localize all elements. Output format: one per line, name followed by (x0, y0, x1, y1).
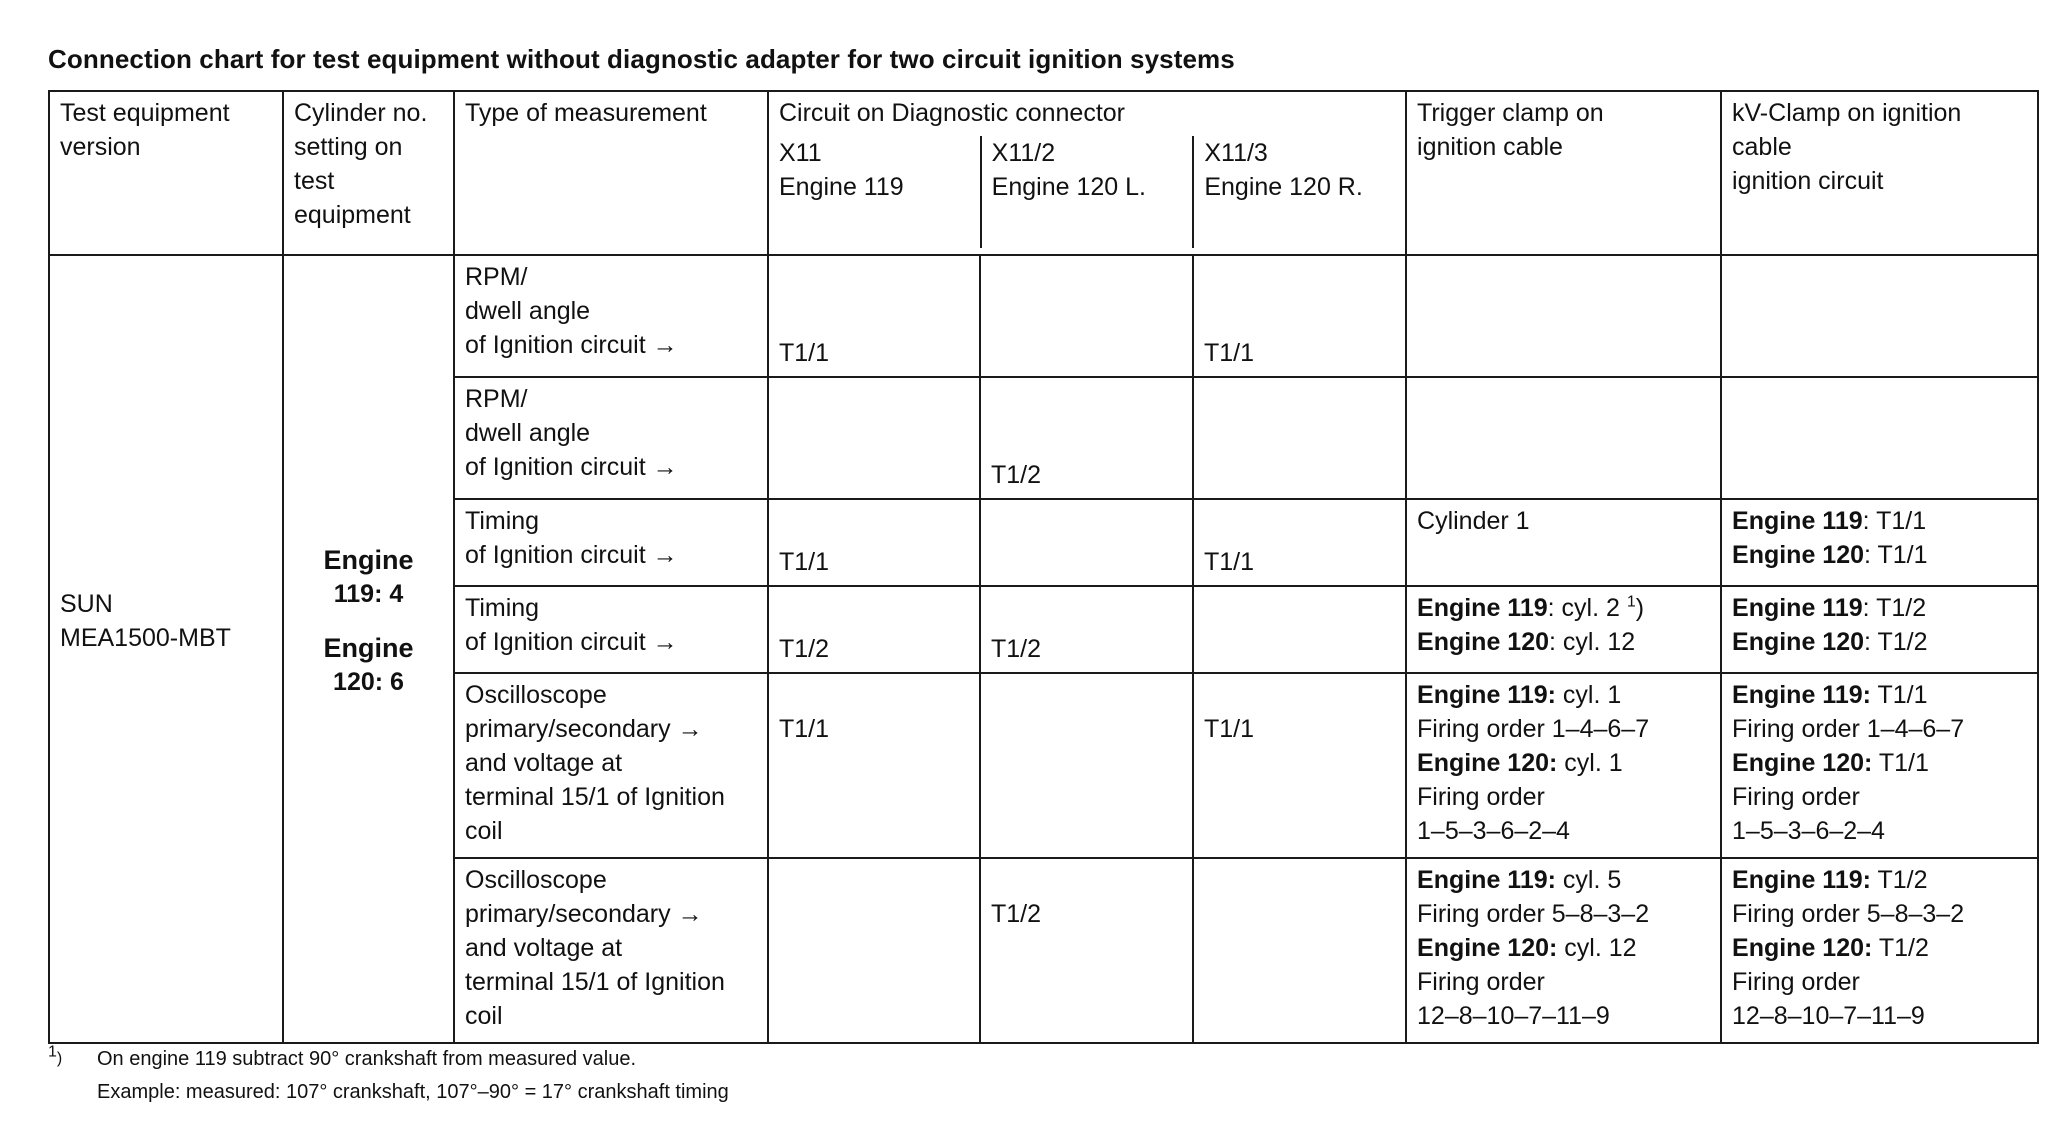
trigger-line: Engine 119: cyl. 5 (1417, 866, 1622, 894)
measurement-cell: Oscilloscope primary/secondary → and voltage at terminal 15/1 of Ignition coil (454, 673, 768, 858)
header-x11: X11 Engine 119 (779, 139, 904, 201)
x11-cell: T1/1 (768, 499, 980, 586)
kv-line: Firing order (1732, 968, 1860, 996)
trigger-line: Engine 120: cyl. 12 (1417, 628, 1636, 656)
x11-2-cell (980, 255, 1193, 377)
x11-2-cell: T1/2 (980, 858, 1193, 1043)
trigger-line: 1–5–3–6–2–4 (1417, 817, 1570, 845)
kv-line: Engine 120: T1/1 (1732, 749, 1929, 777)
kv-line: Engine 119: T1/2 (1732, 594, 1927, 622)
x11-2-cell (980, 673, 1193, 858)
cylinder-119-value: 119: 4 (333, 580, 404, 608)
trigger-line: Firing order 1–4–6–7 (1417, 715, 1650, 743)
trigger-line: Engine 120: cyl. 12 (1417, 934, 1637, 962)
kv-cell (1721, 858, 2038, 1043)
kv-cell (1721, 255, 2038, 377)
cylinder-setting-cell: Engine 119: 4 Engine 120: 6 (283, 255, 454, 1043)
trigger-line: Firing order (1417, 783, 1545, 811)
x11-3-cell: T1/1 (1193, 673, 1406, 858)
header-x11-3: X11/3 Engine 120 R. (1192, 136, 1405, 248)
table-row (49, 255, 2038, 377)
kv-line: 12–8–10–7–11–9 (1732, 1002, 1925, 1030)
footnote-line-2: Example: measured: 107° crankshaft, 107°–90° = 17° crankshaft timing (97, 1081, 729, 1103)
x11-3-cell (1193, 377, 1406, 499)
kv-cell (1721, 673, 2038, 858)
x11-2-cell: T1/2 (980, 586, 1193, 673)
measurement-cell: RPM/ dwell angle of Ignition circuit → (454, 377, 768, 499)
trigger-line: Engine 119: cyl. 1 (1417, 681, 1622, 709)
kv-line: Engine 120: T1/1 (1732, 541, 1928, 569)
x11-cell: T1/2 (768, 586, 980, 673)
trigger-cell (1406, 858, 1721, 1043)
x11-3-cell: T1/1 (1193, 255, 1406, 377)
x11-3-cell (1193, 858, 1406, 1043)
header-circuit: Circuit on Diagnostic connector X11 Engine 119 X11/2 Engine 120 L. X11/3 Engine 120 R. (768, 91, 1406, 255)
x11-cell (768, 858, 980, 1043)
trigger-line: Engine 119: cyl. 2 $^1$) (1417, 593, 1645, 622)
kv-line: 1–5–3–6–2–4 (1732, 817, 1885, 845)
trigger-cell (1406, 586, 1721, 673)
header-cylinder-setting: Cylinder no. setting on test equipment (283, 91, 454, 255)
kv-line: Engine 120: T1/2 (1732, 934, 1929, 962)
x11-3-cell (1193, 586, 1406, 673)
kv-cell (1721, 377, 2038, 499)
measurement-cell: Oscilloscope primary/secondary → and voltage at terminal 15/1 of Ignition coil (454, 858, 768, 1043)
trigger-line: Firing order (1417, 968, 1545, 996)
kv-line: Engine 119: T1/2 (1732, 866, 1928, 894)
header-kv-clamp: kV-Clamp on ignition cable ignition circuit (1721, 91, 2038, 255)
trigger-line: Firing order 5–8–3–2 (1417, 900, 1650, 928)
equipment-cell: SUN MEA1500-MBT (49, 255, 283, 1043)
header-test-equipment: Test equipment version (49, 91, 283, 255)
header-trigger-clamp: Trigger clamp on ignition cable (1406, 91, 1721, 255)
measurement-cell: Timing of Ignition circuit → (454, 499, 768, 586)
header-x11-2: X11/2 Engine 120 L. (980, 136, 1193, 248)
header-row (49, 91, 2038, 255)
x11-cell: T1/1 (768, 673, 980, 858)
trigger-cell (1406, 673, 1721, 858)
connection-chart-table (48, 90, 2039, 1044)
trigger-cell (1406, 377, 1721, 499)
trigger-line: 12–8–10–7–11–9 (1417, 1002, 1610, 1030)
footnote-line-1: $^1$) On engine 119 subtract 90° crankshaft from measured value. (48, 1045, 636, 1073)
trigger-line: Engine 120: cyl. 1 (1417, 749, 1623, 777)
x11-cell (768, 377, 980, 499)
header-measurement: Type of measurement (454, 91, 768, 255)
footnote-mark: $^1$) (48, 1043, 63, 1067)
kv-line: Engine 119: T1/1 (1732, 681, 1928, 709)
kv-line: Firing order (1732, 783, 1860, 811)
measurement-cell: RPM/ dwell angle of Ignition circuit → (454, 255, 768, 377)
trigger-cell (1406, 255, 1721, 377)
kv-line: Firing order 1–4–6–7 (1732, 715, 1965, 743)
x11-2-cell (980, 499, 1193, 586)
chart-title: Connection chart for test equipment without diagnostic adapter for two circuit ignition systems (48, 44, 1235, 74)
trigger-cell: Cylinder 1 (1406, 499, 1721, 586)
x11-2-cell: T1/2 (980, 377, 1193, 499)
kv-cell (1721, 586, 2038, 673)
x11-cell: T1/1 (768, 255, 980, 377)
kv-cell (1721, 499, 2038, 586)
cylinder-120-value: 120: 6 (333, 668, 404, 696)
header-circuit-subcolumns (769, 130, 1405, 248)
measurement-cell: Timing of Ignition circuit → (454, 586, 768, 673)
kv-line: Firing order 5–8–3–2 (1732, 900, 1965, 928)
x11-3-cell: T1/1 (1193, 499, 1406, 586)
kv-line: Engine 119: T1/1 (1732, 507, 1927, 535)
kv-line: Engine 120: T1/2 (1732, 628, 1928, 656)
